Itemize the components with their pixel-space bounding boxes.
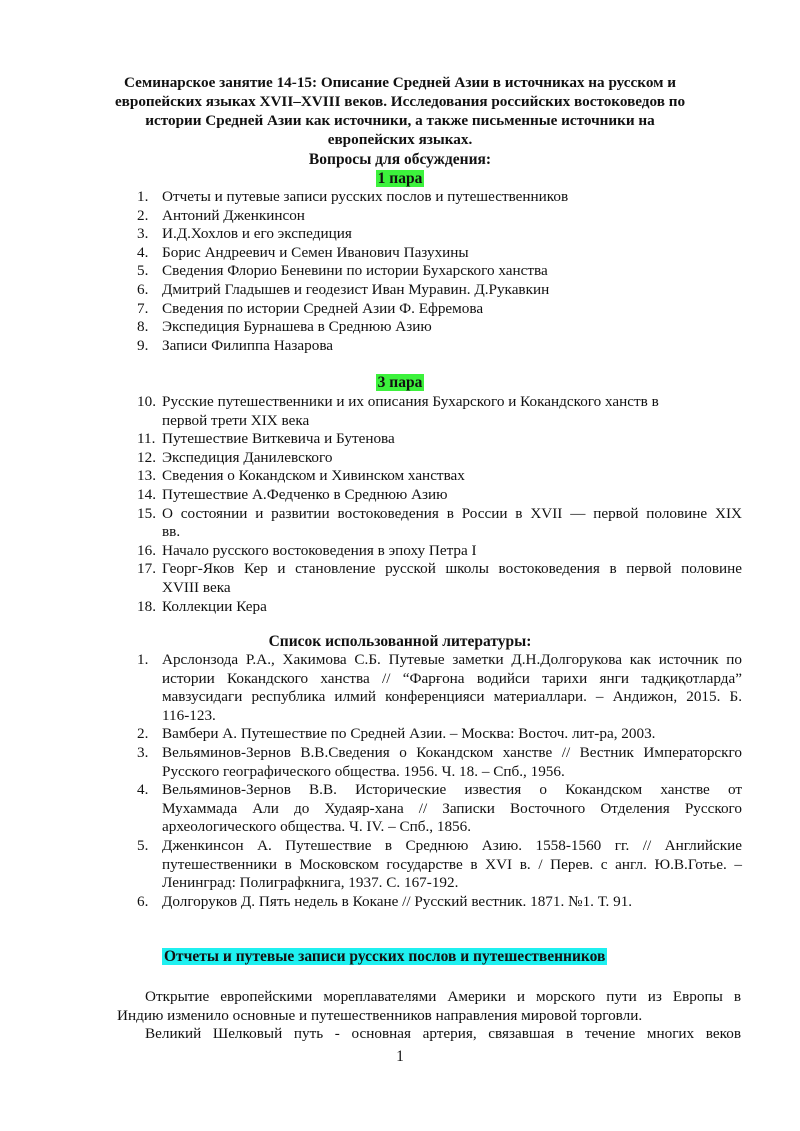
item-line: мавзусидаги республика илмий конференцияси материаллари. – Андижон, 2015. Б.	[162, 688, 742, 706]
literature-item	[0, 781, 742, 837]
item-number: 5.	[137, 836, 149, 854]
item-text: вв.	[162, 523, 181, 541]
item-number: 8.	[137, 318, 149, 336]
item-line: Вельяминов-Зернов В.В.Сведения о Кокандском ханстве // Вестник Императорскго	[162, 743, 742, 761]
item-number: 4.	[137, 243, 149, 261]
list-item	[0, 430, 742, 449]
item-text: Записи Филиппа Назарова	[162, 336, 334, 354]
questions-heading: Вопросы для обсуждения:	[308, 151, 492, 168]
body-line: Индию изменило основные и путешественников направления мировой торговли.	[117, 1006, 643, 1024]
section-heading-row	[162, 947, 607, 966]
item-number: 6.	[137, 892, 149, 910]
item-text: Сведения о Кокандском и Хивинском ханствах	[162, 467, 465, 485]
title-line: Семинарское занятие 14-15: Описание Средней Азии в источниках на русском и	[123, 74, 677, 91]
body-line: Открытие европейскими мореплавателями Америки и морского пути из Европы в	[145, 988, 741, 1005]
literature-item	[0, 837, 742, 893]
section-heading: Отчеты и путевые записи русских послов и путешественников	[164, 948, 606, 965]
item-text: И.Д.Хохлов и его экспедиция	[162, 225, 352, 243]
list-item	[0, 560, 742, 597]
literature-heading: Список использованной литературы:	[268, 633, 532, 650]
item-text: Борис Андреевич и Семен Иванович Пазухины	[162, 243, 469, 261]
item-number: 9.	[137, 336, 149, 354]
item-text: Георг-Яков Кер и становление русской школы востоковедения в первой половине	[162, 560, 742, 578]
item-number: 3.	[137, 743, 149, 761]
list-item	[0, 207, 742, 226]
title-line: истории Средней Азии как источники, а также письменные источники на	[145, 112, 655, 129]
literature-list	[0, 651, 742, 911]
item-line: Ленинград: Полиграфкнига, 1937. С. 167-192.	[162, 874, 459, 892]
item-line: Вельяминов-Зернов В.В. Исторические известия о Кокандском ханстве от	[162, 781, 742, 799]
item-text: Путешествие Виткевича и Бутенова	[162, 430, 395, 448]
item-number: 14.	[137, 485, 156, 503]
item-line: Арслонзода Р.А., Хакимова С.Б. Путевые заметки Д.Н.Долгорукова как источник по	[162, 651, 742, 668]
list-item	[0, 486, 742, 505]
item-line: Вамбери А. Путешествие по Средней Азии. – Москва: Восточ. лит-ра, 2003.	[162, 725, 656, 743]
literature-item	[0, 744, 742, 781]
pair1-label: 1 пара	[377, 170, 423, 187]
item-text: XVIII века	[162, 578, 231, 596]
list-item	[0, 393, 742, 430]
body-paragraph	[117, 988, 741, 1007]
item-text: О состоянии и развитии востоковедения в России в XVII — первой половине XIX	[162, 504, 742, 522]
pair3-label-row	[0, 373, 800, 392]
item-line: Дженкинсон А. Путешествие в Среднюю Азию. 1558-1560 гг. // Английские	[162, 836, 742, 854]
item-line: Долгоруков Д. Пять недель в Кокане // Русский вестник. 1871. №1. Т. 91.	[162, 892, 633, 910]
list-item	[0, 225, 742, 244]
list-item	[0, 337, 742, 356]
item-text: Отчеты и путевые записи русских послов и путешественников	[162, 188, 569, 205]
list-item	[0, 318, 742, 337]
list-item	[0, 449, 742, 468]
item-number: 3.	[137, 225, 149, 243]
list-item	[0, 300, 742, 319]
title-line: европейских языках.	[327, 131, 473, 148]
item-number: 2.	[137, 206, 149, 224]
literature-item	[0, 725, 742, 744]
item-line: Русского географического общества. 1956. Ч. 18. – Спб., 1956.	[162, 762, 565, 780]
list-item	[0, 281, 742, 300]
item-text: Сведения по истории Средней Азии Ф. Ефремова	[162, 299, 484, 317]
list-item	[0, 505, 742, 542]
item-number: 5.	[137, 262, 149, 280]
item-text: Экспедиция Бурнашева в Среднюю Азию	[162, 318, 432, 336]
item-number: 17.	[137, 560, 156, 578]
item-number: 18.	[137, 597, 156, 615]
item-text: Русские путешественники и их описания Бухарского и Кокандского ханств в	[162, 393, 659, 410]
item-number: 16.	[137, 541, 156, 559]
item-text: Экспедиция Данилевского	[162, 448, 333, 466]
list-item	[0, 188, 742, 207]
body-paragraph-2	[145, 1025, 741, 1044]
pair1-question-list	[0, 188, 742, 355]
item-number: 10.	[137, 393, 156, 410]
literature-item	[0, 893, 742, 912]
body-paragraph-continued	[117, 1007, 741, 1026]
list-item	[0, 542, 742, 561]
literature-item	[0, 651, 742, 725]
item-text: первой трети XIX века	[162, 411, 310, 429]
list-item	[0, 598, 742, 617]
item-number: 13.	[137, 467, 156, 485]
item-number: 2.	[137, 725, 149, 743]
item-line: археологического общества. Ч. IV. – Спб., 1856.	[162, 818, 472, 836]
item-text: Антоний Дженкинсон	[162, 206, 305, 224]
item-text: Коллекции Кера	[162, 597, 267, 615]
page-title	[110, 73, 690, 149]
item-number: 1.	[137, 188, 149, 205]
item-line: путешественники в Московском государстве в XVI в. / Перев. с англ. Ю.В.Готье. –	[162, 855, 742, 873]
item-number: 6.	[137, 280, 149, 298]
item-text: Дмитрий Гладышев и геодезист Иван Муравин. Д.Рукавкин	[162, 280, 550, 298]
item-number: 11.	[137, 430, 156, 448]
item-line: 116-123.	[162, 706, 216, 724]
list-item	[0, 262, 742, 281]
pair3-label: 3 пара	[377, 374, 423, 391]
item-line: Мухаммада Али до Худаяр-хана // Записки Восточного Отделения Русского	[162, 799, 742, 817]
item-number: 7.	[137, 299, 149, 317]
item-text: Начало русского востоковедения в эпоху Петра I	[162, 541, 477, 559]
item-text: Сведения Флорио Беневини по истории Бухарского ханства	[162, 262, 548, 280]
pair3-question-list	[0, 393, 742, 616]
item-line: истории Кокандского ханства // “Фарғона водийси тарихи янги тадқиқотларда”	[162, 669, 742, 687]
item-number: 12.	[137, 448, 156, 466]
item-number: 15.	[137, 504, 156, 522]
body-line: Великий Шелковый путь - основная артерия, связавшая в течение многих веков	[145, 1025, 741, 1043]
page-number: 1	[396, 1048, 404, 1065]
list-item	[0, 467, 742, 486]
pair1-label-row	[0, 169, 800, 188]
item-text: Путешествие А.Федченко в Среднюю Азию	[162, 485, 448, 503]
item-number: 1.	[137, 651, 149, 668]
title-line: европейских языках XVII–XVIII веков. Исследования российских востоковедов по	[114, 93, 686, 110]
item-number: 4.	[137, 781, 149, 799]
list-item	[0, 244, 742, 263]
